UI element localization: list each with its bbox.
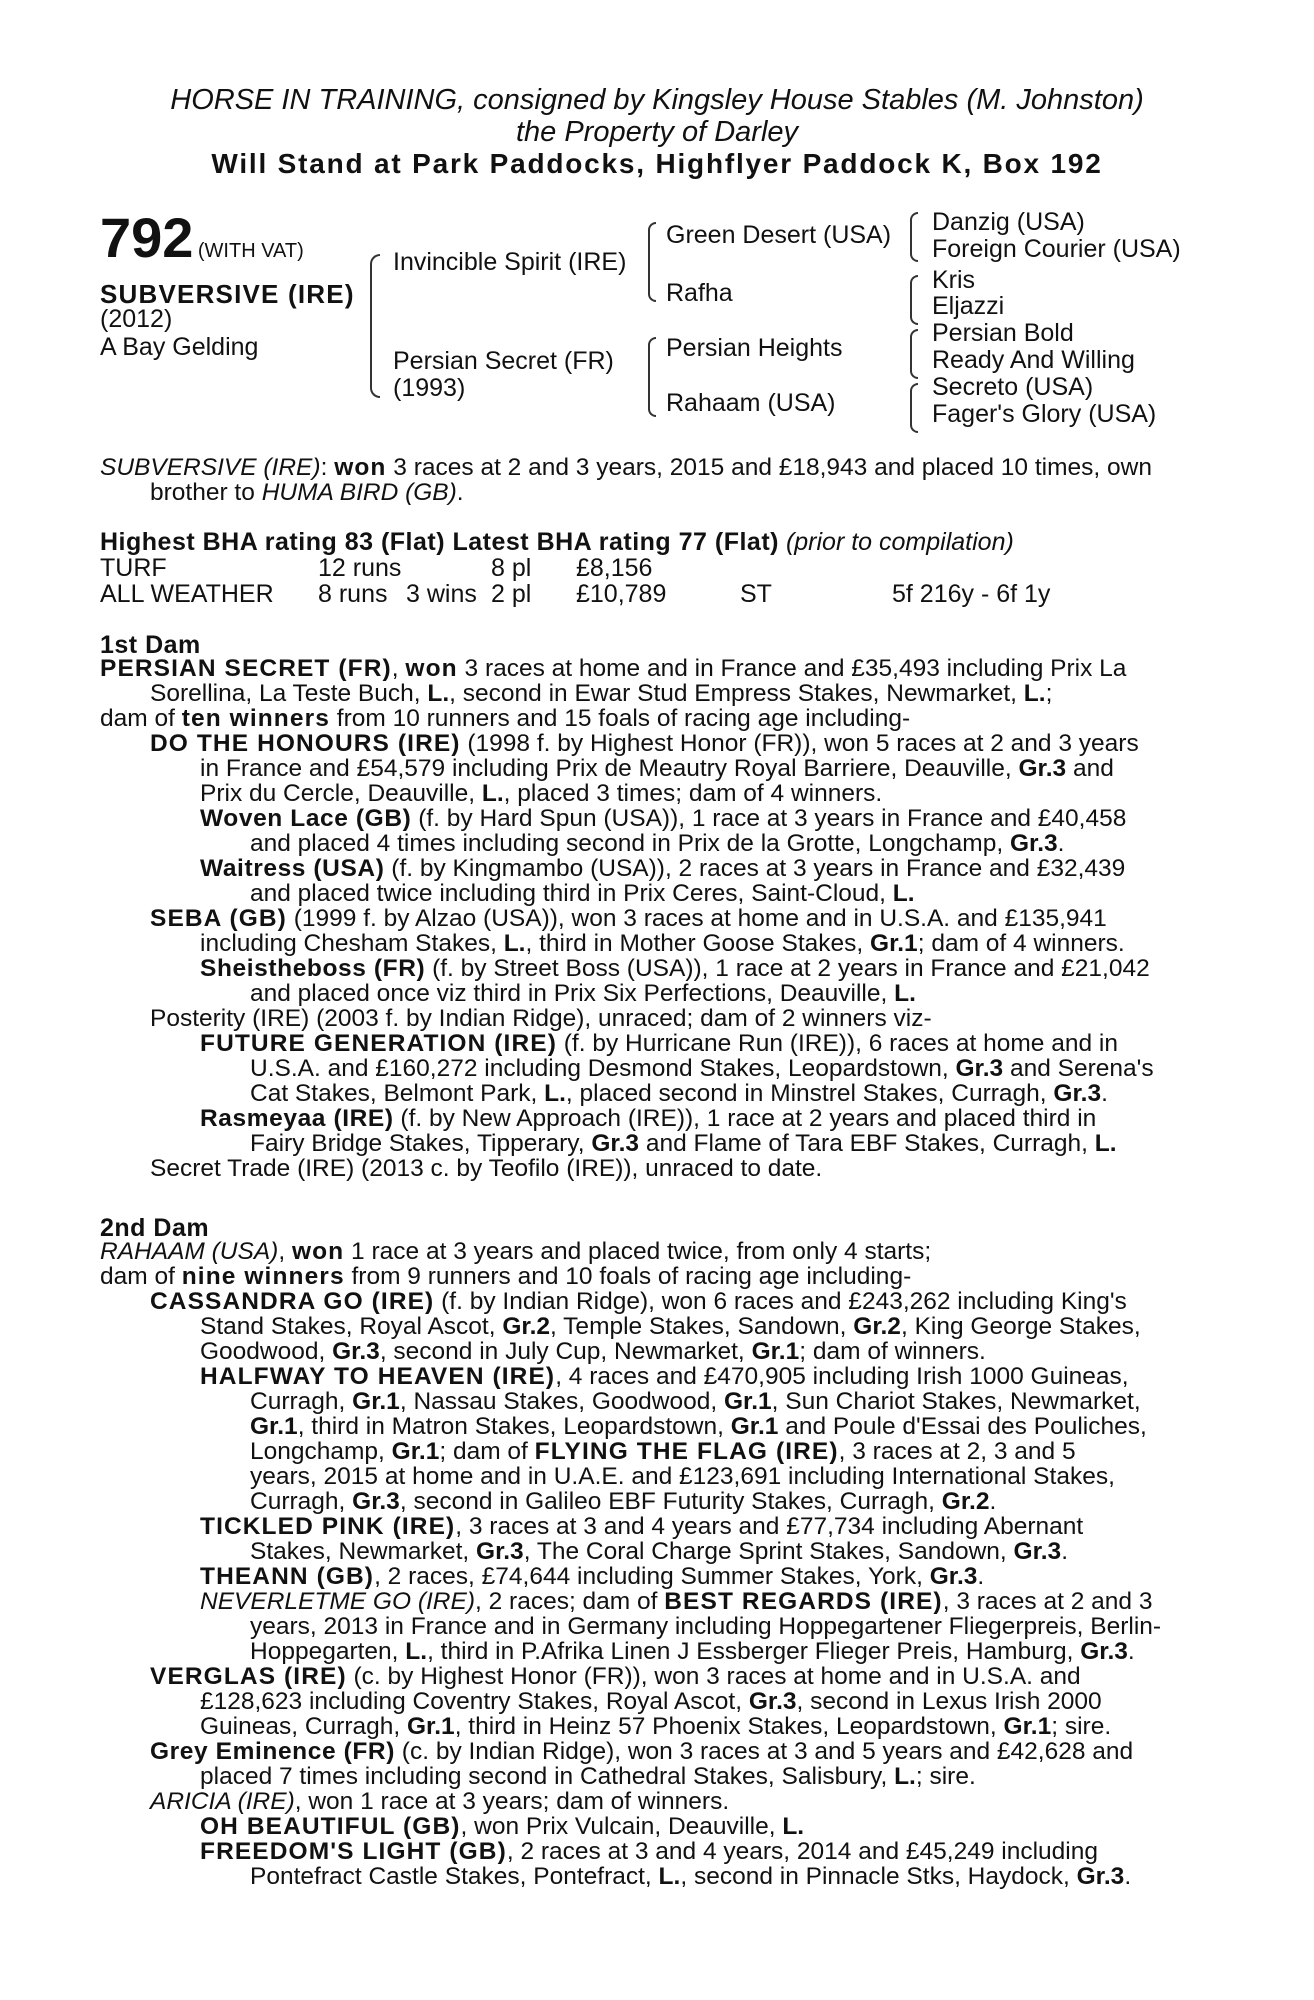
cassandra-go-line-1: CASSANDRA GO (IRE) (f. by Indian Ridge), won 6 races and £243,262 including King's [150,1288,1127,1315]
first-dam-heading: 1st Dam [100,631,201,659]
pedigree-brace-dam [648,337,656,417]
dam-dam: Rahaam (USA) [666,389,836,417]
horse-description: A Bay Gelding [100,333,259,361]
halfway-to-heaven-line-3: Gr.1, third in Matron Stakes, Leopardstown, Gr.1 and Poule d'Essai des Pouliches, [250,1413,1147,1440]
dam-dam-dam: Fager's Glory (USA) [932,400,1157,428]
waitress-line-2: and placed twice including third in Prix Ceres, Saint-Cloud, L. [250,880,915,907]
rating-row-turf: TURF 12 runs 8 pl £8,156 [100,554,653,582]
freedoms-light-line-1: FREEDOM'S LIGHT (GB), 2 races at 3 and 4 years, 2014 and £45,249 including [200,1838,1098,1865]
tickled-pink-line-1: TICKLED PINK (IRE), 3 races at 3 and 4 years and £77,734 including Abernant [200,1513,1084,1540]
do-the-honours-line-1: DO THE HONOURS (IRE) (1998 f. by Highest Honor (FR)), won 5 races at 2 and 3 years [150,730,1139,757]
tickled-pink-line-2: Stakes, Newmarket, Gr.3, The Coral Charge Sprint Stakes, Sandown, Gr.3. [250,1538,1069,1565]
property-line: the Property of Darley [515,116,799,148]
dam-sire-sire: Persian Bold [932,319,1074,347]
dam-year: (1993) [393,374,466,402]
summary-line-1: SUBVERSIVE (IRE): won 3 races at 2 and 3 years, 2015 and £18,943 and placed 10 times, own [100,454,1152,481]
neverletme-go-line-3: Hoppegarten, L., third in P.Afrika Linen J Essberger Flieger Preis, Hamburg, Gr.3. [250,1638,1135,1665]
future-generation-line-1: FUTURE GENERATION (IRE) (f. by Hurricane Run (IRE)), 6 races at home and in [200,1030,1118,1057]
halfway-to-heaven-line-1: HALFWAY TO HEAVEN (IRE), 4 races and £470,905 including Irish 1000 Guineas, [200,1363,1129,1390]
pedigree-brace-gs3 [910,329,918,379]
aricia-line: ARICIA (IRE), won 1 race at 3 years; dam of winners. [150,1788,730,1815]
seba-line-2: including Chesham Stakes, L., third in Mother Goose Stakes, Gr.1; dam of 4 winners. [200,930,1125,957]
freedoms-light-line-2: Pontefract Castle Stakes, Pontefract, L., second in Pinnacle Stks, Haydock, Gr.3. [250,1863,1132,1890]
dam-dam-sire: Secreto (USA) [932,373,1094,401]
rating-row-all-weather: ALL WEATHER 8 runs 3 wins 2 pl £10,789 ST 5f 216y - 6f 1y [100,580,1051,608]
theann-line: THEANN (GB), 2 races, £74,644 including Summer Stakes, York, Gr.3. [200,1563,985,1590]
rasmeyaa-line-1: Rasmeyaa (IRE) (f. by New Approach (IRE)), 1 race at 2 years and placed third in [200,1105,1097,1132]
halfway-to-heaven-line-4: Longchamp, Gr.1; dam of FLYING THE FLAG (IRE), 3 races at 2, 3 and 5 [250,1438,1076,1465]
grey-eminence-line-1: Grey Eminence (FR) (c. by Indian Ridge), won 3 races at 3 and 5 years and £42,628 and [150,1738,1134,1765]
future-generation-line-2: U.S.A. and £160,272 including Desmond Stakes, Leopardstown, Gr.3 and Serena's [250,1055,1154,1082]
cassandra-go-line-2: Stand Stakes, Royal Ascot, Gr.2, Temple Stakes, Sandown, Gr.2, King George Stakes, [200,1313,1141,1340]
halfway-to-heaven-line-5: years, 2015 at home and in U.A.E. and £123,691 including International Stakes, [250,1463,1115,1490]
lot-number-block [100,206,304,269]
sire-sire: Green Desert (USA) [666,221,892,249]
second-dam-produce-line: dam of nine winners from 9 runners and 10 foals of racing age including- [100,1263,912,1290]
sire-dam-dam: Eljazzi [932,292,1005,320]
horse-name: SUBVERSIVE (IRE) [100,279,355,309]
neverletme-go-line-1: NEVERLETME GO (IRE), 2 races; dam of BEST REGARDS (IRE), 3 races at 2 and 3 [200,1588,1153,1615]
summary-line-2: brother to HUMA BIRD (GB). [150,479,464,506]
oh-beautiful-line: OH BEAUTIFUL (GB), won Prix Vulcain, Deauville, L. [200,1813,805,1840]
vat-note: (WITH VAT) [197,240,304,262]
pedigree-brace-main [370,254,380,398]
pedigree-brace-gs1 [910,212,918,262]
sire-sire-sire: Danzig (USA) [932,208,1085,236]
dam-name: Persian Secret (FR) [393,347,614,375]
seba-line-1: SEBA (GB) (1999 f. by Alzao (USA)), won 3 races at home and in U.S.A. and £135,941 [150,905,1107,932]
cassandra-go-line-3: Goodwood, Gr.3, second in July Cup, Newmarket, Gr.1; dam of winners. [200,1338,986,1365]
second-dam-heading: 2nd Dam [100,1214,210,1242]
grey-eminence-line-2: placed 7 times including second in Cathedral Stakes, Salisbury, L.; sire. [200,1763,976,1790]
sire-dam: Rafha [666,279,733,307]
rating-heading: Highest BHA rating 83 (Flat) Latest BHA rating 77 (Flat) (prior to compilation) [100,528,1014,556]
verglas-line-1: VERGLAS (IRE) (c. by Highest Honor (FR)), won 3 races at home and in U.S.A. and [150,1663,1081,1690]
pedigree-brace-gs4 [910,383,918,433]
waitress-line-1: Waitress (USA) (f. by Kingmambo (USA)), 2 races at 3 years in France and £32,439 [200,855,1126,882]
do-the-honours-line-3: Prix du Cercle, Deauville, L., placed 3 times; dam of 4 winners. [200,780,883,807]
halfway-to-heaven-line-6: Curragh, Gr.3, second in Galileo EBF Futurity Stakes, Curragh, Gr.2. [250,1488,997,1515]
sire-dam-sire: Kris [932,266,976,294]
posterity-line: Posterity (IRE) (2003 f. by Indian Ridge), unraced; dam of 2 winners viz- [150,1005,932,1032]
do-the-honours-line-2: in France and £54,579 including Prix de Meautry Royal Barriere, Deauville, Gr.3 and [200,755,1114,782]
sire-sire-dam: Foreign Courier (USA) [932,235,1181,263]
second-dam-line-1: RAHAAM (USA), won 1 race at 3 years and placed twice, from only 4 starts; [100,1238,932,1265]
dam-sire-dam: Ready And Willing [932,346,1135,374]
halfway-to-heaven-line-2: Curragh, Gr.1, Nassau Stakes, Goodwood, Gr.1, Sun Chariot Stakes, Newmarket, [250,1388,1141,1415]
pedigree-brace-sire [648,222,656,302]
future-generation-line-3: Cat Stakes, Belmont Park, L., placed second in Minstrel Stakes, Curragh, Gr.3. [250,1080,1108,1107]
foaling-year: (2012) [100,305,173,333]
first-dam-line-2: Sorellina, La Teste Buch, L., second in Ewar Stud Empress Stakes, Newmarket, L.; [150,680,1053,707]
dam-sire: Persian Heights [666,334,843,362]
lot-number: 792 [100,206,194,269]
pedigree-brace-gs2 [910,275,918,325]
woven-lace-line-2: and placed 4 times including second in Prix de la Grotte, Longchamp, Gr.3. [250,830,1065,857]
sheistheboss-line-1: Sheistheboss (FR) (f. by Street Boss (USA)), 1 race at 2 years in France and £21,042 [200,955,1150,982]
first-dam-line-1: PERSIAN SECRET (FR), won 3 races at home and in France and £35,493 including Prix La [100,655,1127,682]
sire-name: Invincible Spirit (IRE) [393,248,627,276]
first-dam-produce-line: dam of ten winners from 10 runners and 15 foals of racing age including- [100,705,911,732]
woven-lace-line-1: Woven Lace (GB) (f. by Hard Spun (USA)), 1 race at 3 years in France and £40,458 [200,805,1127,832]
sheistheboss-line-2: and placed once viz third in Prix Six Perfections, Deauville, L. [250,980,916,1007]
verglas-line-2: £128,623 including Coventry Stakes, Royal Ascot, Gr.3, second in Lexus Irish 2000 [200,1688,1102,1715]
neverletme-go-line-2: years, 2013 in France and in Germany including Hoppegartener Fliegerpreis, Berlin- [250,1613,1162,1640]
location-line: Will Stand at Park Paddocks, Highflyer Paddock K, Box 192 [211,148,1103,179]
verglas-line-3: Guineas, Curragh, Gr.1, third in Heinz 57 Phoenix Stakes, Leopardstown, Gr.1; sire. [200,1713,1112,1740]
rasmeyaa-line-2: Fairy Bridge Stakes, Tipperary, Gr.3 and Flame of Tara EBF Stakes, Curragh, L. [250,1130,1117,1157]
secret-trade-line: Secret Trade (IRE) (2013 c. by Teofilo (IRE)), unraced to date. [150,1155,823,1182]
consignor-line: HORSE IN TRAINING, consigned by Kingsley House Stables (M. Johnston) [170,84,1144,116]
